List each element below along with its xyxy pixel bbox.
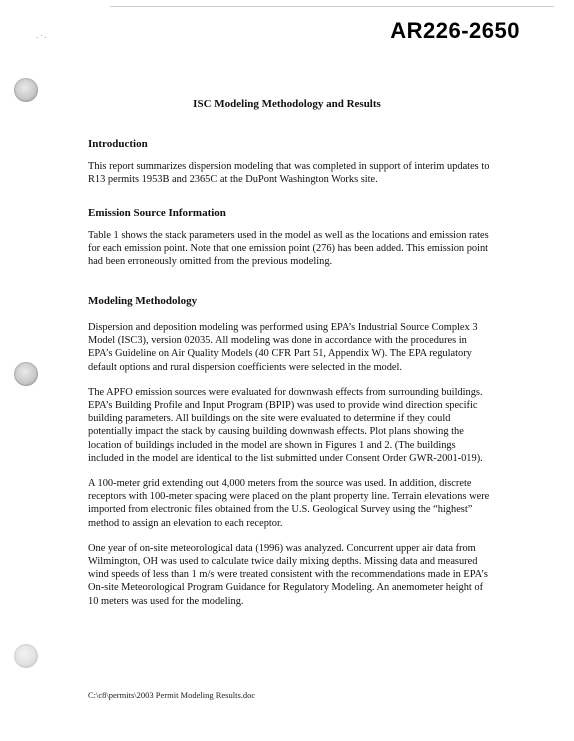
paragraph: Table 1 shows the stack parameters used in the model as well as the locations and emission rates for each emission point. Note that one emission point (276) has been added. This emission point had been erroneously omitted from the previous modeling. bbox=[88, 230, 489, 268]
section-heading: Introduction bbox=[88, 138, 148, 150]
paragraph: The APFO emission sources were evaluated for downwash effects from surrounding buildings. EPA’s Building Profile and Input Program (BPIP) was used to provide wind direction specific building parameters. All buildings on the site were evaluated to determine if they could potentially impact the stack by causing building downwash effects. Plot plans showing the location of buildings included in the model are shown in Figures 1 and 2. (The buildings included in the model are identical to the list submitted under Consent Order GWR-2001-019). bbox=[88, 386, 483, 464]
paragraph: This report summarizes dispersion modeling that was completed in support of interim updates to R13 permits 1953B and 2365C at the DuPont Washington Works site. bbox=[88, 161, 490, 186]
punch-hole-icon bbox=[14, 362, 38, 386]
paragraph: A 100-meter grid extending out 4,000 meters from the source was used. In addition, discrete receptors with 100-meter spacing were placed on the plant property line. Terrain elevations were imported from electronic files obtained from the U.S. Geological Survey using the “highest” method to assign an elevation to each receptor. bbox=[88, 478, 490, 529]
section-introduction bbox=[88, 138, 518, 186]
section-emission-source bbox=[88, 207, 518, 269]
section-heading: Modeling Methodology bbox=[88, 295, 198, 307]
section-heading: Emission Source Information bbox=[88, 207, 226, 219]
punch-hole-icon bbox=[14, 644, 38, 668]
section-modeling-methodology bbox=[88, 295, 518, 608]
footer-file-path: C:\c8\permits\2003 Permit Modeling Results.doc bbox=[88, 690, 256, 700]
scan-specks: · ˙ · bbox=[36, 34, 47, 42]
document-title: ISC Modeling Methodology and Results bbox=[193, 98, 381, 110]
document-id-stamp: AR226-2650 bbox=[390, 18, 520, 43]
paragraph: Dispersion and deposition modeling was performed using EPA’s Industrial Source Complex 3 Model (ISC3), version 02035. All modeling was done in accordance with the procedures in EPA’s Guideline on Air Quality Models (40 CFR Part 51, Appendix W). The EPA regulatory default options and rural dispersion coefficients were selected in the model. bbox=[88, 322, 478, 373]
scan-top-edge bbox=[110, 6, 554, 7]
paragraph: One year of on-site meteorological data (1996) was analyzed. Concurrent upper air data from Wilmington, OH was used to calculate twice daily mixing depths. Missing data and measured wind speeds of less than 1 m/s were treated consistent with the recommendations made in EPA’s On-site Meteorological Program Guidance for Regulatory Modeling. An anemometer height of 10 meters was used for the modeling. bbox=[88, 542, 488, 607]
